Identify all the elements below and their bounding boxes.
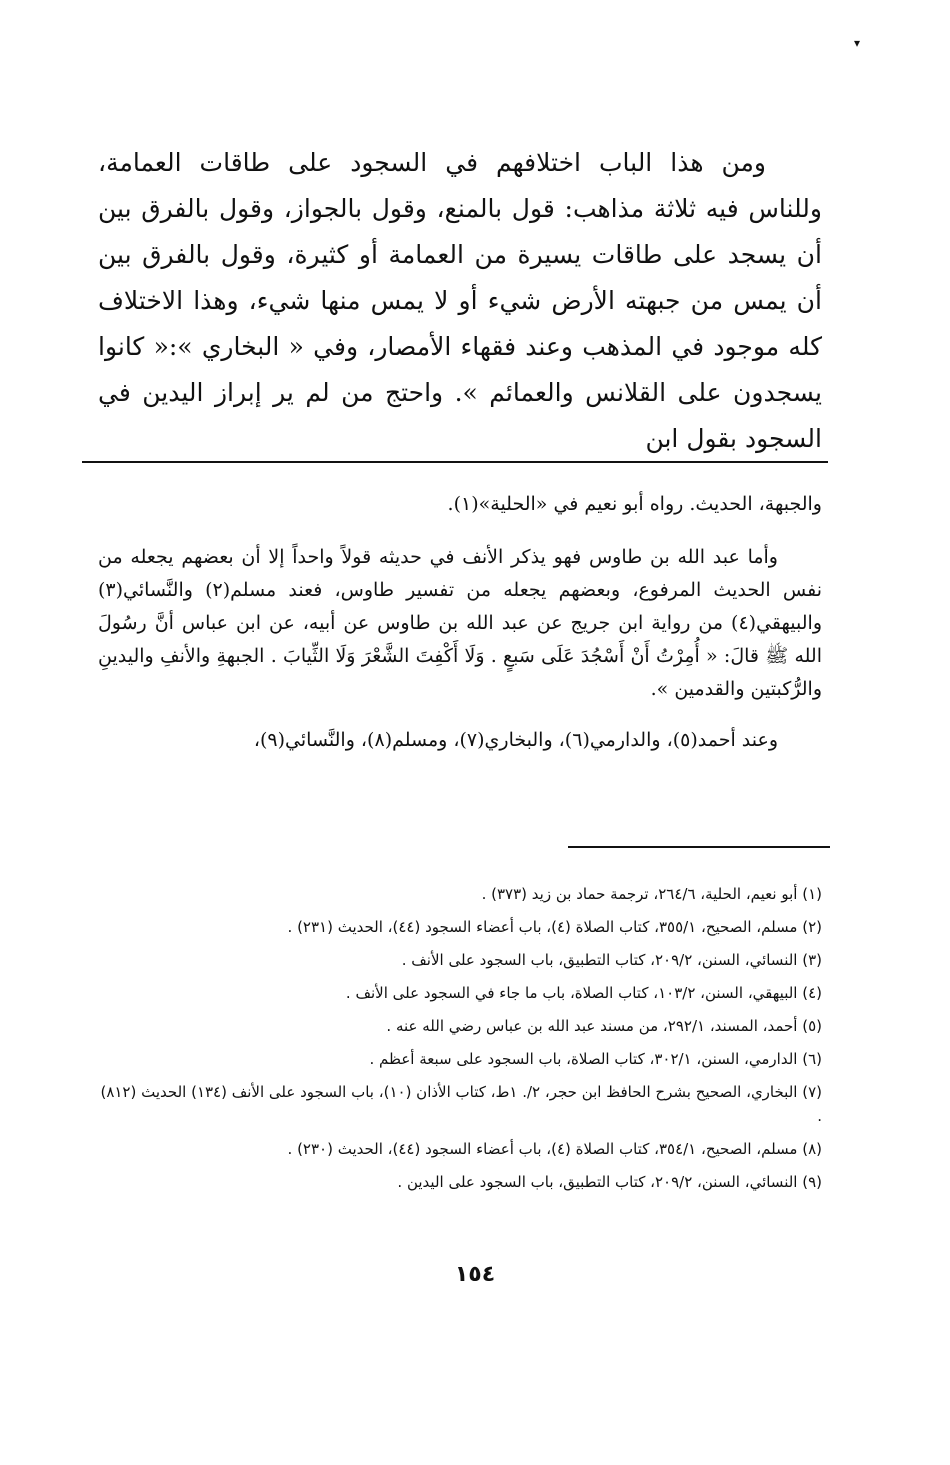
footnote-6: (٦) الدارمي، السنن، ٣٠٢/١، كتاب الصلاة، باب السجود على سبعة أعظم . bbox=[369, 1050, 822, 1068]
footnote-4: (٤) البيهقي، السنن، ١٠٣/٢، كتاب الصلاة، باب ما جاء في السجود على الأنف . bbox=[345, 984, 822, 1002]
main-paragraph: ومن هذا الباب اختلافهم في السجود على طاقات العمامة، وللناس فيه ثلاثة مذاهب: قول بالمنع، وقول بالجواز، وقول بالفرق بين أن يسجد على طاقات يسيرة من العمامة أو كثيرة، وقول بالفرق بين أن يمس من جبهته الأرض شيء أو لا يمس منها شيء، وهذا الاختلاف كله موجود في المذهب وعند فقهاء الأمصار، وفي « البخاري »:« كانوا يسجدون على القلانس والعمائم ». واحتج من لم ير إبراز اليدين في السجود بقول ابن bbox=[98, 148, 822, 453]
main-divider bbox=[82, 461, 828, 463]
footnotes-list bbox=[98, 878, 822, 1199]
commentary-line-1: والجبهة، الحديث. رواه أبو نعيم في «الحلية»(١). bbox=[447, 493, 822, 515]
footnote-5: (٥) أحمد، المسند، ٢٩٢/١، من مسند عبد الله بن عباس رضي الله عنه . bbox=[386, 1017, 822, 1035]
main-text-block bbox=[98, 140, 822, 462]
page-number: ١٥٤ bbox=[454, 1262, 496, 1287]
footnote-3: (٣) النسائي، السنن، ٢٠٩/٢، كتاب التطبيق، باب السجود على الأنف . bbox=[401, 951, 822, 969]
corner-mark: ▾ bbox=[853, 36, 860, 50]
commentary-block bbox=[98, 488, 822, 757]
footnote-9: (٩) النسائي، السنن، ٢٠٩/٢، كتاب التطبيق، باب السجود على اليدين . bbox=[397, 1173, 822, 1191]
footnote-8: (٨) مسلم، الصحيح، ٣٥٤/١، كتاب الصلاة (٤)، باب أعضاء السجود (٤٤)، الحديث (٢٣٠) . bbox=[287, 1140, 822, 1158]
commentary-last-line: وعند أحمد(٥)، والدارمي(٦)، والبخاري(٧)، ومسلم(٨)، والنَّسائي(٩)، bbox=[253, 729, 778, 751]
footnote-1: (١) أبو نعيم، الحلية، ٢٦٤/٦، ترجمة حماد بن زيد (٣٧٣) . bbox=[481, 885, 822, 903]
footnote-divider bbox=[568, 846, 830, 848]
footnote-7: (٧) البخاري، الصحيح بشرح الحافظ ابن حجر، ٢/. ١ط، كتاب الأذان (١٠)، باب السجود على الأنف (١٣٤) الحديث (٨١٢) . bbox=[100, 1083, 822, 1125]
commentary-paragraph: وأما عبد الله بن طاوس فهو يذكر الأنف في حديثه قولاً واحداً إلا أن بعضهم يجعله من نفس الحديث المرفوع، وبعضهم يجعله من تفسير طاوس، فعند مسلم(٢) والنَّسائي(٣) والبيهقي(٤) من رواية ابن جريج عن عبد الله بن طاوس عن أبيه، عن ابن عباس أنَّ رسُولَ الله ﷺ قالَ: « أُمِرْتُ أَنْ أَسْجُدَ عَلَى سَبعٍ . وَلَا أَكْفِتَ الشَّعْرَ وَلَا الثِّيابَ . الجبهةِ والأنفِ واليدينِ والرُّكبتين والقدمين ». bbox=[98, 546, 822, 700]
footnote-2: (٢) مسلم، الصحيح، ٣٥٥/١، كتاب الصلاة (٤)، باب أعضاء السجود (٤٤)، الحديث (٢٣١) . bbox=[287, 918, 822, 936]
